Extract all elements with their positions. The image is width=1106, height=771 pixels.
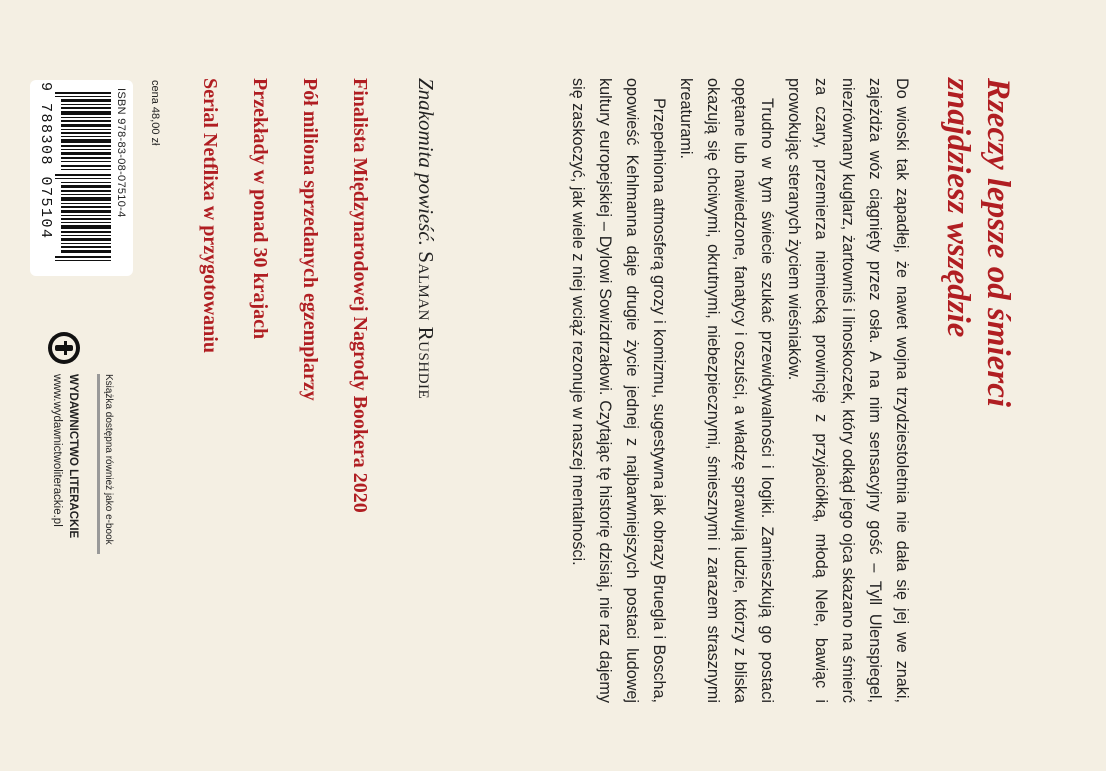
- review-quote: [413, 78, 438, 718]
- publisher-url: www.wydawnictwoliterackie.pl: [51, 374, 63, 527]
- blurb-paragraph: Trudno w tym świecie szukać przewidywalności i logiki. Zamieszkują go postaci opętane lub nawiedzone, fanatycy i oszuści, a władzę sprawują ludzie, którzy z bliska okazują się chciwymi, okrutnymi, niebezpiecznymi, śmiesznymi i zarazem strasznymi kreaturami.: [677, 78, 776, 703]
- headline-line-1: Rzeczy lepsze od śmierci: [980, 78, 1016, 408]
- blurb-paragraph: Przepełniona atmosferą grozy i komizmu, sugestywna jak obrazy Bruegla i Boscha, opowieść Kehlmanna daje drugie życie jednej z najbarwniejszych postaci ludowej kultury europejskiej – Dylowi Sowizdrzałowi. Czytając tę historię dzisiaj, nie raz dajemy się zaskoczyć, jak wiele z niej wciąż rezonuje w naszej mentalności.: [569, 78, 668, 703]
- price-label: cena 48,00 zł: [149, 80, 161, 146]
- award-item: Serial Netflixa w przygotowaniu: [199, 78, 221, 353]
- headline: [938, 78, 1018, 698]
- award-item: Przekłady w ponad 30 krajach: [249, 78, 271, 340]
- barcode-image: [55, 88, 111, 268]
- quote-text: Znakomita powieść.: [414, 78, 438, 246]
- isbn-label: ISBN 978-83-08-07510-4: [115, 88, 127, 218]
- ebook-note: Książka dostępna również jako e-book: [97, 374, 114, 554]
- barcode-digits: 9 788308 075104: [37, 82, 54, 240]
- award-item: Finalista Międzynarodowej Nagrody Bookera 2020: [349, 78, 371, 513]
- publisher-logo-icon: [47, 331, 81, 365]
- awards-list: [171, 78, 371, 718]
- blurb: [564, 78, 915, 703]
- publisher-info: [49, 374, 81, 574]
- blurb-paragraph: Do wioski tak zapadłej, że nawet wojna trzydziestoletnia nie dała się jej we znaki, zajeżdża wóz ciągnięty przez osła. A na nim sensacyjny gość – Tyll Ulenspiegel, niezrównany kuglarz, żartowniś i linoskoczek, który odkąd jego ojca skazano na śmierć za czary, przemierza niemiecką prowincję z przyjaciółką, młodą Nele, bawiąc i prowokując steranych życiem wieśniaków.: [785, 78, 911, 703]
- award-item: Pół miliona sprzedanych egzemplarzy: [299, 78, 321, 401]
- quote-author: Salman Rushdie: [414, 251, 438, 400]
- barcode-box: [30, 80, 133, 276]
- publisher-name: WYDAWNICTWO LITERACKIE: [67, 374, 79, 539]
- headline-line-2: znajdziesz wszędzie: [940, 78, 976, 338]
